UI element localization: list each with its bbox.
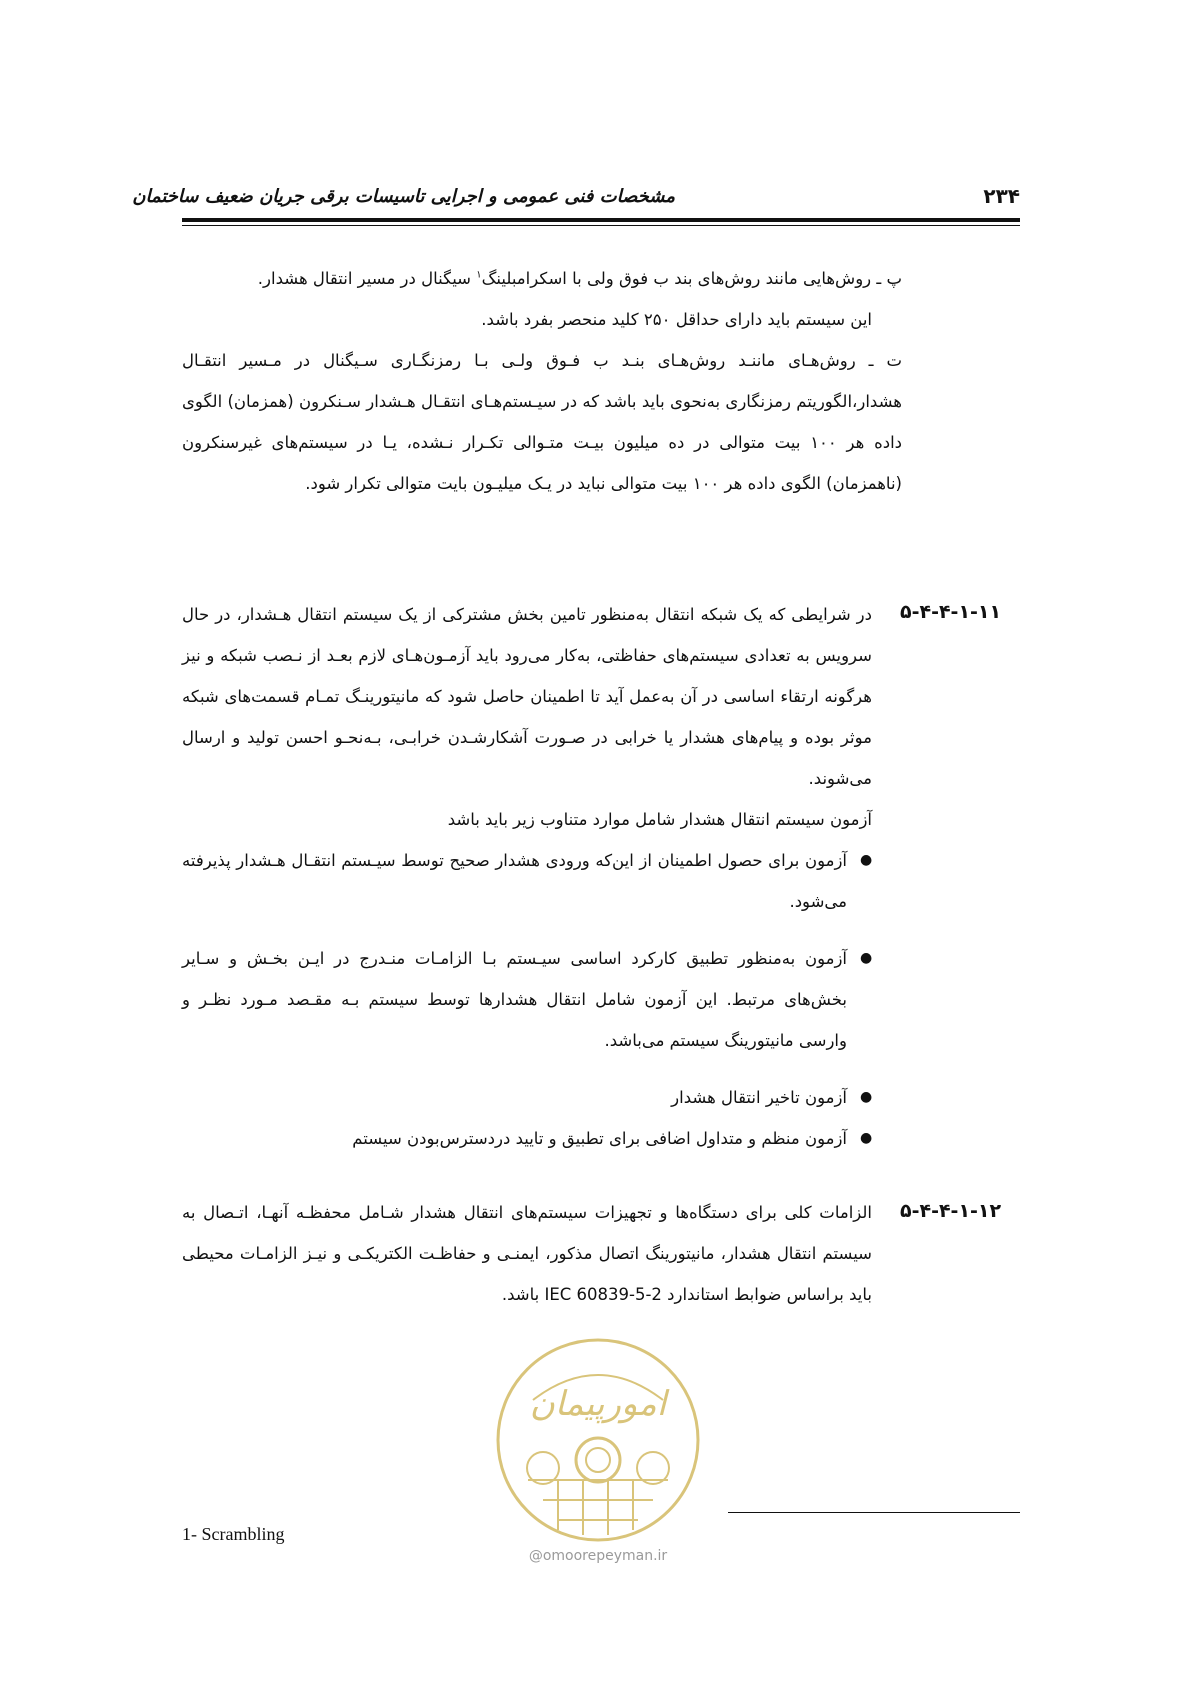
bullet-dot: ● [860, 950, 873, 966]
page-number: ۲۳۴ [983, 184, 1020, 208]
watermark-logo-text: امورپیمان [529, 1384, 667, 1424]
section-number-12: ۵-۴-۴-۱-۱۲ [900, 1200, 1002, 1222]
header-rule-thin [182, 225, 1020, 226]
item-p [182, 258, 902, 299]
watermark-domain: @omoorepeyman.ir [528, 1548, 668, 1564]
bullet-item: آزمون تاخیر انتقال هشدار [671, 1088, 847, 1107]
section-12-text: الزامات کلی برای دستگاه‌ها و تجهیزات سیستم‌های انتقال هشدار شـامل محفظـه آنهـا، اتـصال به سیستم انتقال هشدار، مانیتورینگ اتصال مذکور، ایمنـی و حفاظـت الکتریکـی و نیـز الزامـات محیطی باید براساس ضوابط استاندارد IEC 60839-5-2 باشد. [182, 1203, 872, 1304]
footnote-ref: ۱ [476, 269, 482, 281]
item-t [182, 340, 902, 504]
item-p-text-end: سیگنال در مسیر انتقال هشدار. [257, 269, 477, 288]
bullet-item: آزمون منظم و متداول اضافی برای تطبیق و تایید دردسترس‌بودن سیستم [352, 1129, 847, 1148]
bullet-item: آزمون برای حصول اطمینان از این‌که ورودی هشدار صحیح توسط سیـستم انتقـال هـشدار پذیرفته می‌شود. [182, 851, 847, 911]
footnote-rule [728, 1512, 1020, 1513]
bullet-item: آزمون به‌منظور تطبیق کارکرد اساسی سیـستم بـا الزامـات منـدرج در ایـن بخـش و سـایر بخش‌های مرتبط. این آزمون شامل انتقال هشدارها توسط سیستم بـه مقـصد مـورد نظـر و وارسی مانیتورینگ سیستم می‌باشد. [182, 949, 847, 1050]
item-p-line2: این سیستم باید دارای حداقل ۲۵۰ کلید منحصر بفرد باشد. [481, 310, 872, 329]
footnote-text: 1- Scrambling [182, 1524, 285, 1544]
bullet-dot: ● [860, 1130, 873, 1146]
section-11-intro: آزمون سیستم انتقال هشدار شامل موارد متناوب زیر باید باشد [447, 810, 872, 829]
bullet-dot: ● [860, 852, 873, 868]
section-11-text: در شرایطی که یک شبکه انتقال به‌منظور تامین بخش مشترکی از یک سیستم انتقال هـشدار، در حال سرویس به تعدادی سیستم‌های حفاظتی، به‌کار می‌رود باید آزمـون‌هـای لازم بعـد از نـصب شبکه و نیز هرگونه ارتقاء اساسی در آن به‌عمل آید تا اطمینان حاصل شود که مانیتورینـگ تمـام قسمت‌های شبکه موثر بوده و پیام‌های هشدار یا خرابی در صـورت آشکارشـدن خرابـی، بـه‌نحـو احسن تولید و ارسال می‌شوند. [182, 605, 872, 788]
bullet-dot: ● [860, 1089, 873, 1105]
section-number-11: ۵-۴-۴-۱-۱۱ [900, 601, 1002, 623]
watermark-logo [488, 1330, 708, 1570]
page-header [132, 180, 1020, 228]
header-title: مشخصات فنی عمومی و اجرایی تاسیسات برقی جریان ضعیف ساختمان [132, 186, 675, 207]
item-p-text: پ ـ روش‌هایی مانند روش‌های بند ب فوق ولی با اسکرامبلینگ [481, 269, 902, 288]
item-t-text: ت ـ روش‌هـای ماننـد روش‌هـای بنـد ب فـوق ولـی بـا رمزنگـاری سـیگنال در مـسیر انتقـال هشدار،الگوریتم رمزنگاری به‌نحوی باید باشد که در سیـستم‌هـای انتقـال هـشدار سـنکرون (همزمان) الگوی داده هر ۱۰۰ بیت متوالی در ده میلیون بیـت متـوالی تکـرار نـشده، یـا در سیستم‌های غیرسنکرون (ناهمزمان) الگوی داده هر ۱۰۰ بیت متوالی نباید در یـک میلیـون بایت متوالی تکرار شود. [182, 351, 902, 493]
header-rule-thick [182, 218, 1020, 222]
